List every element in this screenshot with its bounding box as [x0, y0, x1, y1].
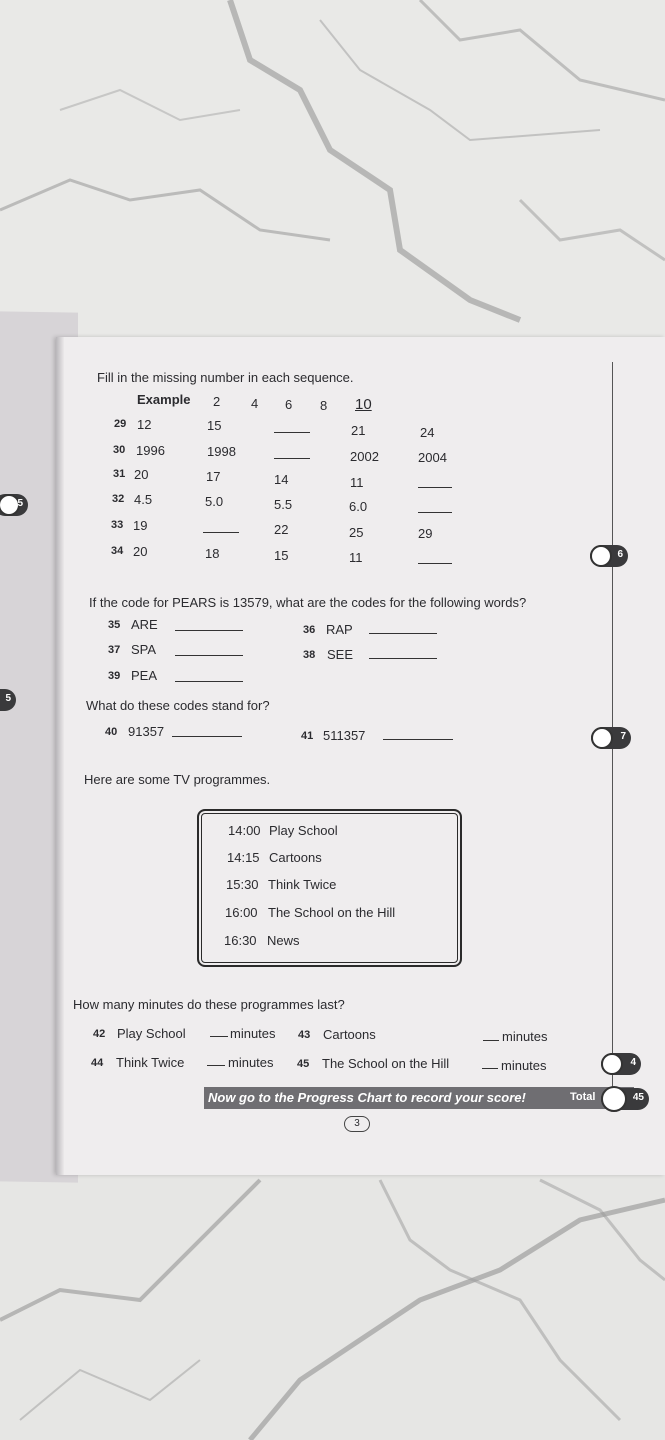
tv-time: 15:30: [226, 877, 259, 892]
answer-blank[interactable]: [207, 1065, 225, 1066]
sequence-cell: 4.5: [134, 492, 153, 507]
programme-name: Play School: [117, 1026, 186, 1041]
tv-programme: Play School: [269, 823, 338, 838]
answer-blank[interactable]: [418, 512, 452, 513]
example-value: 6: [285, 397, 293, 412]
minutes-unit: minutes: [228, 1055, 274, 1070]
tv-time: 16:00: [225, 905, 258, 920]
minutes-unit: minutes: [501, 1058, 547, 1073]
code-word: SEE: [327, 647, 354, 662]
answer-blank[interactable]: [418, 487, 452, 488]
score-box-tv: 4: [601, 1053, 641, 1075]
example-value: 4: [251, 396, 259, 411]
example-label: Example: [137, 392, 191, 407]
answer-blank[interactable]: [203, 532, 239, 533]
codes-instruction: If the code for PEARS is 13579, what are the codes for the following words?: [89, 595, 527, 610]
question-number: 36: [303, 624, 316, 636]
sequence-cell: 1996: [136, 443, 165, 458]
example-answer: 10: [355, 396, 372, 413]
answer-blank[interactable]: [210, 1036, 228, 1037]
sequence-cell: 11: [349, 550, 363, 565]
code-word: ARE: [131, 617, 158, 632]
code-word: SPA: [131, 642, 157, 657]
sequence-cell: 1998: [207, 444, 236, 459]
question-number: 33: [111, 519, 124, 531]
question-number: 34: [111, 545, 124, 557]
score-box-codes: 7: [591, 727, 631, 749]
question-number: 37: [108, 644, 121, 656]
sequence-cell: 25: [349, 525, 364, 540]
answer-blank[interactable]: [274, 432, 310, 433]
programme-name: The School on the Hill: [322, 1056, 450, 1071]
tv-time: 14:15: [227, 850, 260, 865]
tv-programme: The School on the Hill: [268, 905, 396, 920]
page-number: 3: [344, 1116, 370, 1132]
answer-blank[interactable]: [175, 630, 243, 631]
example-value: 8: [320, 398, 328, 413]
question-number: 31: [113, 468, 126, 480]
sequence-cell: 6.0: [349, 499, 368, 514]
tv-programme: News: [267, 933, 300, 948]
tv-time: 14:00: [228, 823, 261, 838]
answer-blank[interactable]: [369, 633, 437, 634]
answer-blank[interactable]: [418, 563, 452, 564]
sequence-cell: 18: [205, 546, 220, 561]
question-number: 45: [297, 1058, 310, 1070]
question-number: 32: [112, 493, 125, 505]
minutes-unit: minutes: [502, 1029, 548, 1044]
question-number: 43: [298, 1029, 311, 1041]
question-number: 41: [301, 730, 314, 742]
answer-blank[interactable]: [483, 1040, 499, 1041]
sequence-cell: 2004: [418, 450, 447, 465]
code-number: 91357: [128, 724, 165, 739]
total-label: Total: [570, 1091, 596, 1103]
code-word: RAP: [326, 622, 353, 637]
book-spine: [56, 337, 64, 1175]
question-number: 35: [108, 619, 121, 631]
sequence-cell: 14: [274, 472, 289, 487]
question-number: 39: [108, 670, 121, 682]
answer-blank[interactable]: [383, 739, 453, 740]
left-score-tab-a: 5: [0, 494, 28, 516]
sequence-cell: 15: [274, 548, 289, 563]
programme-name: Cartoons: [323, 1027, 376, 1042]
total-score-box: 45: [601, 1088, 649, 1110]
question-number: 42: [93, 1028, 106, 1040]
minutes-unit: minutes: [230, 1026, 276, 1041]
sequence-cell: 29: [418, 526, 433, 541]
decode-instruction: What do these codes stand for?: [86, 698, 270, 713]
tv-programme: Cartoons: [269, 850, 322, 865]
sequence-cell: 20: [134, 467, 149, 482]
sequence-cell: 11: [350, 475, 364, 490]
sequence-cell: 19: [133, 518, 148, 533]
question-number: 40: [105, 726, 118, 738]
answer-blank[interactable]: [175, 681, 243, 682]
sequences-instruction: Fill in the missing number in each sequence.: [97, 370, 354, 385]
answer-blank[interactable]: [274, 458, 310, 459]
sequence-cell: 2002: [350, 449, 379, 464]
score-box-sequences: 6: [590, 545, 628, 567]
tv-intro: Here are some TV programmes.: [84, 772, 271, 787]
question-number: 44: [91, 1057, 104, 1069]
example-value: 2: [213, 394, 221, 409]
code-number: 511357: [323, 728, 366, 743]
sequence-cell: 24: [420, 425, 435, 440]
answer-blank[interactable]: [172, 736, 242, 737]
programme-name: Think Twice: [116, 1055, 185, 1070]
question-number: 38: [303, 649, 316, 661]
tv-question: How many minutes do these programmes last?: [73, 997, 345, 1012]
sequence-cell: 17: [206, 469, 221, 484]
sequence-cell: 15: [207, 418, 222, 433]
sequence-cell: 12: [137, 417, 152, 432]
sequence-cell: 20: [133, 544, 148, 559]
question-number: 29: [114, 418, 127, 430]
answer-blank[interactable]: [369, 658, 437, 659]
sequence-cell: 22: [274, 522, 289, 537]
question-number: 30: [113, 444, 126, 456]
answer-blank[interactable]: [482, 1068, 498, 1069]
answer-blank[interactable]: [175, 655, 243, 656]
sequence-cell: 5.0: [205, 494, 224, 509]
tv-programme: Think Twice: [268, 877, 337, 892]
sequence-cell: 5.5: [274, 497, 293, 512]
progress-chart-text: Now go to the Progress Chart to record your score!: [208, 1090, 526, 1105]
sequence-cell: 21: [351, 423, 366, 438]
code-word: PEA: [131, 668, 158, 683]
left-score-tab-b: 5: [0, 689, 16, 711]
tv-time: 16:30: [224, 933, 257, 948]
